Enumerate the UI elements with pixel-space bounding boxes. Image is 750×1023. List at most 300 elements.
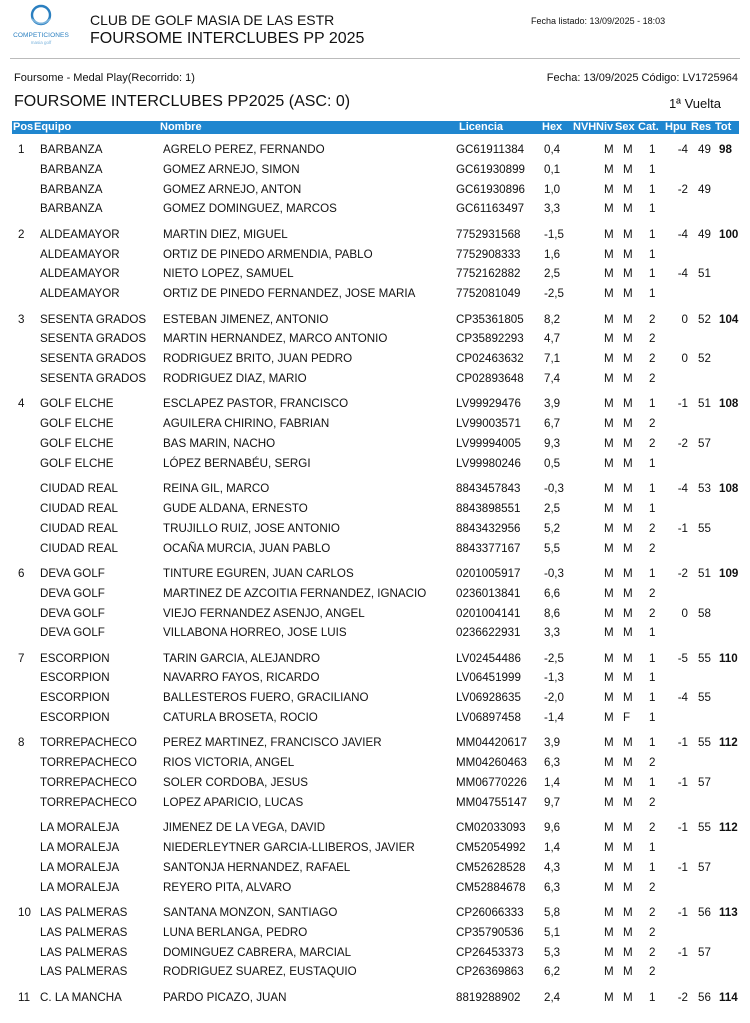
cell-handicap-exact: 6,3	[544, 756, 561, 770]
cell-level: M	[604, 312, 614, 326]
table-row	[0, 310, 750, 330]
cell-player-name: NIEDERLEYTNER GARCIA-LLIBEROS, JAVIER	[163, 841, 415, 855]
header-divider	[10, 58, 740, 59]
cell-category: 1	[649, 456, 656, 470]
cell-sex: M	[623, 456, 633, 470]
cell-category: 1	[649, 482, 656, 496]
cell-category: 1	[649, 651, 656, 665]
cell-license: LV99980246	[456, 456, 521, 470]
cell-player-name: NAVARRO FAYOS, RICARDO	[163, 671, 320, 685]
cell-category: 1	[649, 182, 656, 196]
col-name: Nombre	[160, 121, 202, 133]
cell-handicap-played: -4	[677, 267, 688, 281]
cell-handicap-played: 0	[681, 606, 688, 620]
cell-handicap-played: -1	[677, 397, 688, 411]
cell-category: 1	[649, 227, 656, 241]
cell-category: 2	[649, 541, 656, 555]
cell-license: MM04260463	[456, 756, 527, 770]
table-row	[0, 414, 750, 434]
table-row	[0, 564, 750, 584]
cell-team: CIUDAD REAL	[40, 482, 118, 496]
cell-category: 2	[649, 821, 656, 835]
col-cat: Cat.	[638, 121, 659, 133]
cell-license: 0201005917	[456, 566, 521, 580]
cell-player-name: TINTURE EGUREN, JUAN CARLOS	[163, 566, 354, 580]
cell-result: 55	[698, 736, 711, 750]
cell-license: LV99929476	[456, 397, 521, 411]
cell-license: 0236622931	[456, 626, 521, 640]
cell-player-name: TARIN GARCIA, ALEJANDRO	[163, 651, 320, 665]
cell-level: M	[604, 202, 614, 216]
cell-handicap-played: -1	[677, 860, 688, 874]
table-row	[0, 793, 750, 813]
cell-team: CIUDAD REAL	[40, 521, 118, 535]
cell-player-name: DOMINGUEZ CABRERA, MARCIAL	[163, 945, 352, 959]
cell-team: ESCORPION	[40, 671, 110, 685]
cell-result: 58	[698, 606, 711, 620]
cell-team: ALDEAMAYOR	[40, 227, 120, 241]
cell-team: ESCORPION	[40, 711, 110, 725]
cell-level: M	[604, 541, 614, 555]
cell-position: 7	[18, 651, 25, 665]
cell-category: 1	[649, 287, 656, 301]
col-niv: Niv	[596, 121, 614, 133]
cell-team: SESENTA GRADOS	[40, 312, 147, 326]
cell-handicap-exact: 3,3	[544, 202, 561, 216]
table-row	[0, 454, 750, 474]
cell-handicap-exact: 3,9	[544, 397, 561, 411]
cell-team: CIUDAD REAL	[40, 501, 118, 515]
cell-player-name: VILLABONA HORREO, JOSE LUIS	[163, 626, 347, 640]
cell-player-name: TRUJILLO RUIZ, JOSE ANTONIO	[163, 521, 340, 535]
cell-player-name: RODRIGUEZ SUAREZ, EUSTAQUIO	[163, 965, 357, 979]
cell-handicap-exact: 9,7	[544, 795, 561, 809]
cell-total: 104	[719, 312, 739, 326]
cell-player-name: OCAÑA MURCIA, JUAN PABLO	[163, 541, 331, 555]
table-row	[0, 688, 750, 708]
cell-team: LAS PALMERAS	[40, 945, 128, 959]
cell-player-name: GUDE ALDANA, ERNESTO	[163, 501, 308, 515]
cell-result: 57	[698, 860, 711, 874]
cell-category: 2	[649, 371, 656, 385]
cell-player-name: PARDO PICAZO, JUAN	[163, 990, 287, 1004]
cell-result: 51	[698, 267, 711, 281]
cell-category: 2	[649, 906, 656, 920]
cell-total: 113	[719, 906, 738, 920]
table-row	[0, 394, 750, 414]
cell-license: LV06897458	[456, 711, 521, 725]
cell-level: M	[604, 756, 614, 770]
cell-handicap-played: -1	[677, 521, 688, 535]
cell-player-name: ESTEBAN JIMENEZ, ANTONIO	[163, 312, 329, 326]
cell-total: 98	[719, 143, 732, 156]
cell-handicap-exact: -0,3	[544, 482, 564, 496]
cell-sex: M	[623, 990, 633, 1004]
cell-team: CIUDAD REAL	[40, 541, 118, 555]
cell-level: M	[604, 162, 614, 176]
cell-team: LA MORALEJA	[40, 821, 120, 835]
table-row	[0, 623, 750, 643]
cell-handicap-exact: 2,4	[544, 990, 561, 1004]
col-license: Licencia	[459, 121, 504, 133]
cell-result: 49	[698, 143, 711, 156]
cell-handicap-played: -1	[677, 736, 688, 750]
cell-handicap-played: -2	[677, 436, 688, 450]
cell-license: CM02033093	[456, 821, 526, 835]
cell-sex: M	[623, 436, 633, 450]
cell-handicap-exact: 5,2	[544, 521, 561, 535]
cell-category: 1	[649, 736, 656, 750]
cell-handicap-exact: 6,2	[544, 965, 561, 979]
cell-level: M	[604, 482, 614, 496]
col-team: Equipo	[34, 121, 72, 133]
cell-player-name: LUNA BERLANGA, PEDRO	[163, 925, 308, 939]
cell-team: LAS PALMERAS	[40, 965, 128, 979]
cell-license: CP26453373	[456, 945, 524, 959]
cell-team: ESCORPION	[40, 691, 110, 705]
cell-sex: M	[623, 945, 633, 959]
competiciones-logo	[10, 2, 72, 45]
cell-category: 1	[649, 776, 656, 790]
cell-result: 57	[698, 776, 711, 790]
cell-team: DEVA GOLF	[40, 626, 105, 640]
cell-handicap-exact: 1,6	[544, 247, 561, 261]
cell-total: 108	[719, 482, 739, 496]
cell-total: 114	[719, 990, 738, 1004]
cell-level: M	[604, 287, 614, 301]
cell-team: LAS PALMERAS	[40, 925, 128, 939]
cell-license: 7752931568	[456, 227, 521, 241]
cell-position: 8	[18, 736, 25, 750]
cell-category: 2	[649, 945, 656, 959]
cell-sex: M	[623, 691, 633, 705]
cell-handicap-exact: 1,4	[544, 841, 561, 855]
cell-level: M	[604, 776, 614, 790]
cell-handicap-exact: -0,3	[544, 566, 564, 580]
cell-level: M	[604, 436, 614, 450]
cell-team: DEVA GOLF	[40, 566, 105, 580]
cell-sex: M	[623, 202, 633, 216]
cell-team: DEVA GOLF	[40, 586, 105, 600]
cell-license: 7752081049	[456, 287, 521, 301]
cell-position: 4	[18, 397, 25, 411]
golf-ball-icon	[10, 2, 72, 32]
cell-level: M	[604, 501, 614, 515]
cell-sex: M	[623, 501, 633, 515]
cell-handicap-exact: 5,8	[544, 906, 561, 920]
cell-result: 52	[698, 352, 711, 366]
col-hex: Hex	[542, 121, 563, 133]
cell-category: 2	[649, 436, 656, 450]
cell-level: M	[604, 990, 614, 1004]
cell-license: LV06451999	[456, 671, 521, 685]
cell-license: 8843432956	[456, 521, 521, 535]
cell-team: C. LA MANCHA	[40, 990, 122, 1004]
cell-handicap-played: -4	[677, 482, 688, 496]
cell-license: CP35892293	[456, 332, 524, 346]
cell-handicap-played: -4	[677, 691, 688, 705]
cell-handicap-played: 0	[681, 352, 688, 366]
cell-handicap-exact: 8,2	[544, 312, 561, 326]
cell-license: LV99003571	[456, 417, 521, 431]
cell-license: MM04755147	[456, 795, 527, 809]
table-row	[0, 668, 750, 688]
cell-level: M	[604, 671, 614, 685]
cell-category: 2	[649, 795, 656, 809]
event-title: FOURSOME INTERCLUBES PP 2025	[90, 30, 365, 47]
cell-license: 7752908333	[456, 247, 521, 261]
table-row	[0, 329, 750, 349]
cell-category: 2	[649, 880, 656, 894]
table-row	[0, 349, 750, 369]
cell-team: ALDEAMAYOR	[40, 287, 120, 301]
cell-handicap-played: 0	[681, 312, 688, 326]
cell-handicap-exact: -2,5	[544, 651, 564, 665]
cell-category: 1	[649, 501, 656, 515]
table-row	[0, 434, 750, 454]
cell-result: 56	[698, 990, 711, 1004]
cell-sex: M	[623, 880, 633, 894]
cell-license: CM52628528	[456, 860, 526, 874]
cell-level: M	[604, 711, 614, 725]
cell-level: M	[604, 352, 614, 366]
cell-sex: M	[623, 482, 633, 496]
cell-sex: M	[623, 606, 633, 620]
cell-license: 8843377167	[456, 541, 521, 555]
cell-position: 1	[18, 143, 25, 156]
cell-team: LA MORALEJA	[40, 880, 120, 894]
cell-team: LAS PALMERAS	[40, 906, 128, 920]
cell-handicap-played: -1	[677, 776, 688, 790]
cell-handicap-exact: 1,4	[544, 776, 561, 790]
cell-handicap-exact: 5,3	[544, 945, 561, 959]
cell-level: M	[604, 651, 614, 665]
cell-category: 1	[649, 990, 656, 1004]
cell-level: M	[604, 397, 614, 411]
cell-sex: M	[623, 566, 633, 580]
cell-license: LV02454486	[456, 651, 521, 665]
round-label: 1ª Vuelta	[668, 96, 721, 111]
cell-player-name: JIMENEZ DE LA VEGA, DAVID	[163, 821, 326, 835]
cell-category: 2	[649, 586, 656, 600]
cell-level: M	[604, 965, 614, 979]
cell-player-name: ORTIZ DE PINEDO FERNANDEZ, JOSE MARIA	[163, 287, 416, 301]
cell-handicap-exact: -1,4	[544, 711, 564, 725]
cell-handicap-exact: 9,6	[544, 821, 561, 835]
cell-handicap-played: -1	[677, 821, 688, 835]
cell-sex: M	[623, 651, 633, 665]
cell-level: M	[604, 456, 614, 470]
cell-license: CP26369863	[456, 965, 524, 979]
cell-player-name: GOMEZ ARNEJO, ANTON	[163, 182, 302, 196]
cell-license: MM04420617	[456, 736, 527, 750]
cell-level: M	[604, 586, 614, 600]
cell-handicap-exact: 2,5	[544, 267, 561, 281]
cell-level: M	[604, 795, 614, 809]
cell-team: TORREPACHECO	[40, 776, 137, 790]
cell-handicap-exact: -2,5	[544, 287, 564, 301]
col-res: Res	[691, 121, 712, 133]
cell-team: SESENTA GRADOS	[40, 371, 147, 385]
cell-team: GOLF ELCHE	[40, 456, 114, 470]
table-row	[0, 773, 750, 793]
table-row	[0, 369, 750, 389]
cell-handicap-exact: 7,1	[544, 352, 561, 366]
cell-team: LA MORALEJA	[40, 860, 120, 874]
cell-license: 0236013841	[456, 586, 521, 600]
cell-level: M	[604, 267, 614, 281]
cell-handicap-exact: 6,3	[544, 880, 561, 894]
cell-level: M	[604, 417, 614, 431]
cell-license: GC61930896	[456, 182, 525, 196]
cell-category: 1	[649, 267, 656, 281]
table-row	[0, 818, 750, 838]
cell-sex: M	[623, 332, 633, 346]
cell-player-name: SANTONJA HERNANDEZ, RAFAEL	[163, 860, 351, 874]
cell-level: M	[604, 925, 614, 939]
col-sex: Sex	[615, 121, 635, 133]
cell-position: 2	[18, 227, 25, 241]
cell-team: SESENTA GRADOS	[40, 332, 147, 346]
cell-level: M	[604, 566, 614, 580]
cell-player-name: VIEJO FERNANDEZ ASENJO, ANGEL	[163, 606, 365, 620]
cell-result: 55	[698, 691, 711, 705]
cell-player-name: LOPEZ APARICIO, LUCAS	[163, 795, 304, 809]
cell-sex: M	[623, 541, 633, 555]
cell-team: ESCORPION	[40, 651, 110, 665]
cell-player-name: RODRIGUEZ BRITO, JUAN PEDRO	[163, 352, 353, 366]
cell-total: 112	[719, 736, 738, 750]
cell-handicap-exact: 1,0	[544, 182, 561, 196]
cell-category: 2	[649, 352, 656, 366]
table-row	[0, 519, 750, 539]
table-header	[12, 121, 739, 134]
cell-category: 1	[649, 162, 656, 176]
cell-level: M	[604, 945, 614, 959]
cell-result: 53	[698, 482, 711, 496]
cell-level: M	[604, 371, 614, 385]
cell-category: 2	[649, 606, 656, 620]
cell-handicap-played: -2	[677, 182, 688, 196]
cell-total: 110	[719, 651, 738, 665]
table-row	[0, 708, 750, 728]
cell-license: CP35790536	[456, 925, 524, 939]
cell-category: 1	[649, 566, 656, 580]
cell-team: GOLF ELCHE	[40, 436, 114, 450]
cell-team: DEVA GOLF	[40, 606, 105, 620]
cell-sex: M	[623, 736, 633, 750]
cell-handicap-played: -1	[677, 945, 688, 959]
table-row	[0, 499, 750, 519]
cell-handicap-played: -2	[677, 566, 688, 580]
cell-sex: M	[623, 521, 633, 535]
cell-team: BARBANZA	[40, 202, 103, 216]
cell-player-name: MARTIN DIEZ, MIGUEL	[163, 227, 288, 241]
cell-sex: M	[623, 397, 633, 411]
cell-handicap-exact: 4,7	[544, 332, 561, 346]
cell-player-name: CATURLA BROSETA, ROCIO	[163, 711, 318, 725]
table-row	[0, 539, 750, 559]
logo-text: COMPETICIONES	[13, 32, 69, 39]
table-row	[0, 903, 750, 923]
table-row	[0, 479, 750, 499]
cell-level: M	[604, 906, 614, 920]
cell-player-name: REINA GIL, MARCO	[163, 482, 270, 496]
cell-result: 55	[698, 821, 711, 835]
cell-license: CP35361805	[456, 312, 524, 326]
cell-result: 57	[698, 436, 711, 450]
cell-team: SESENTA GRADOS	[40, 352, 147, 366]
table-row	[0, 264, 750, 284]
listing-date: Fecha listado: 13/09/2025 - 18:03	[531, 16, 666, 26]
cell-sex: M	[623, 227, 633, 241]
cell-license: 8843457843	[456, 482, 521, 496]
cell-player-name: GOMEZ DOMINGUEZ, MARCOS	[163, 202, 337, 216]
cell-handicap-exact: 0,5	[544, 456, 561, 470]
cell-category: 1	[649, 247, 656, 261]
cell-category: 1	[649, 671, 656, 685]
cell-handicap-exact: 2,5	[544, 501, 561, 515]
table-row	[0, 245, 750, 265]
cell-handicap-played: -4	[677, 143, 688, 156]
table-row	[0, 858, 750, 878]
cell-handicap-exact: 0,1	[544, 162, 561, 176]
cell-license: CM52054992	[456, 841, 526, 855]
cell-sex: M	[623, 626, 633, 640]
cell-handicap-played: -2	[677, 990, 688, 1004]
cell-license: CP26066333	[456, 906, 524, 920]
cell-result: 49	[698, 227, 711, 241]
cell-sex: M	[623, 267, 633, 281]
cell-level: M	[604, 606, 614, 620]
cell-team: ALDEAMAYOR	[40, 247, 120, 261]
cell-sex: M	[623, 776, 633, 790]
table-row	[0, 604, 750, 624]
cell-position: 11	[18, 990, 31, 1004]
cell-level: M	[604, 143, 614, 156]
cell-level: M	[604, 182, 614, 196]
cell-sex: M	[623, 925, 633, 939]
cell-sex: M	[623, 182, 633, 196]
table-row	[0, 943, 750, 963]
cell-license: GC61930899	[456, 162, 525, 176]
cell-handicap-exact: 8,6	[544, 606, 561, 620]
cell-position: 10	[18, 906, 31, 920]
cell-team: BARBANZA	[40, 162, 103, 176]
date-and-code: Fecha: 13/09/2025 Código: LV1725964	[546, 72, 738, 84]
cell-category: 1	[649, 143, 656, 156]
col-hpu: Hpu	[665, 121, 687, 133]
cell-sex: M	[623, 312, 633, 326]
cell-level: M	[604, 880, 614, 894]
table-row	[0, 199, 750, 219]
table-row	[0, 838, 750, 858]
cell-sex: F	[623, 711, 631, 725]
cell-sex: M	[623, 352, 633, 366]
cell-total: 100	[719, 227, 739, 241]
cell-category: 1	[649, 202, 656, 216]
cell-handicap-played: -4	[677, 227, 688, 241]
cell-sex: M	[623, 906, 633, 920]
cell-category: 1	[649, 841, 656, 855]
cell-category: 2	[649, 925, 656, 939]
cell-category: 2	[649, 312, 656, 326]
cell-total: 112	[719, 821, 738, 835]
cell-license: LV06928635	[456, 691, 521, 705]
cell-sex: M	[623, 860, 633, 874]
cell-license: CP02463632	[456, 352, 524, 366]
cell-license: GC61911384	[456, 143, 525, 156]
